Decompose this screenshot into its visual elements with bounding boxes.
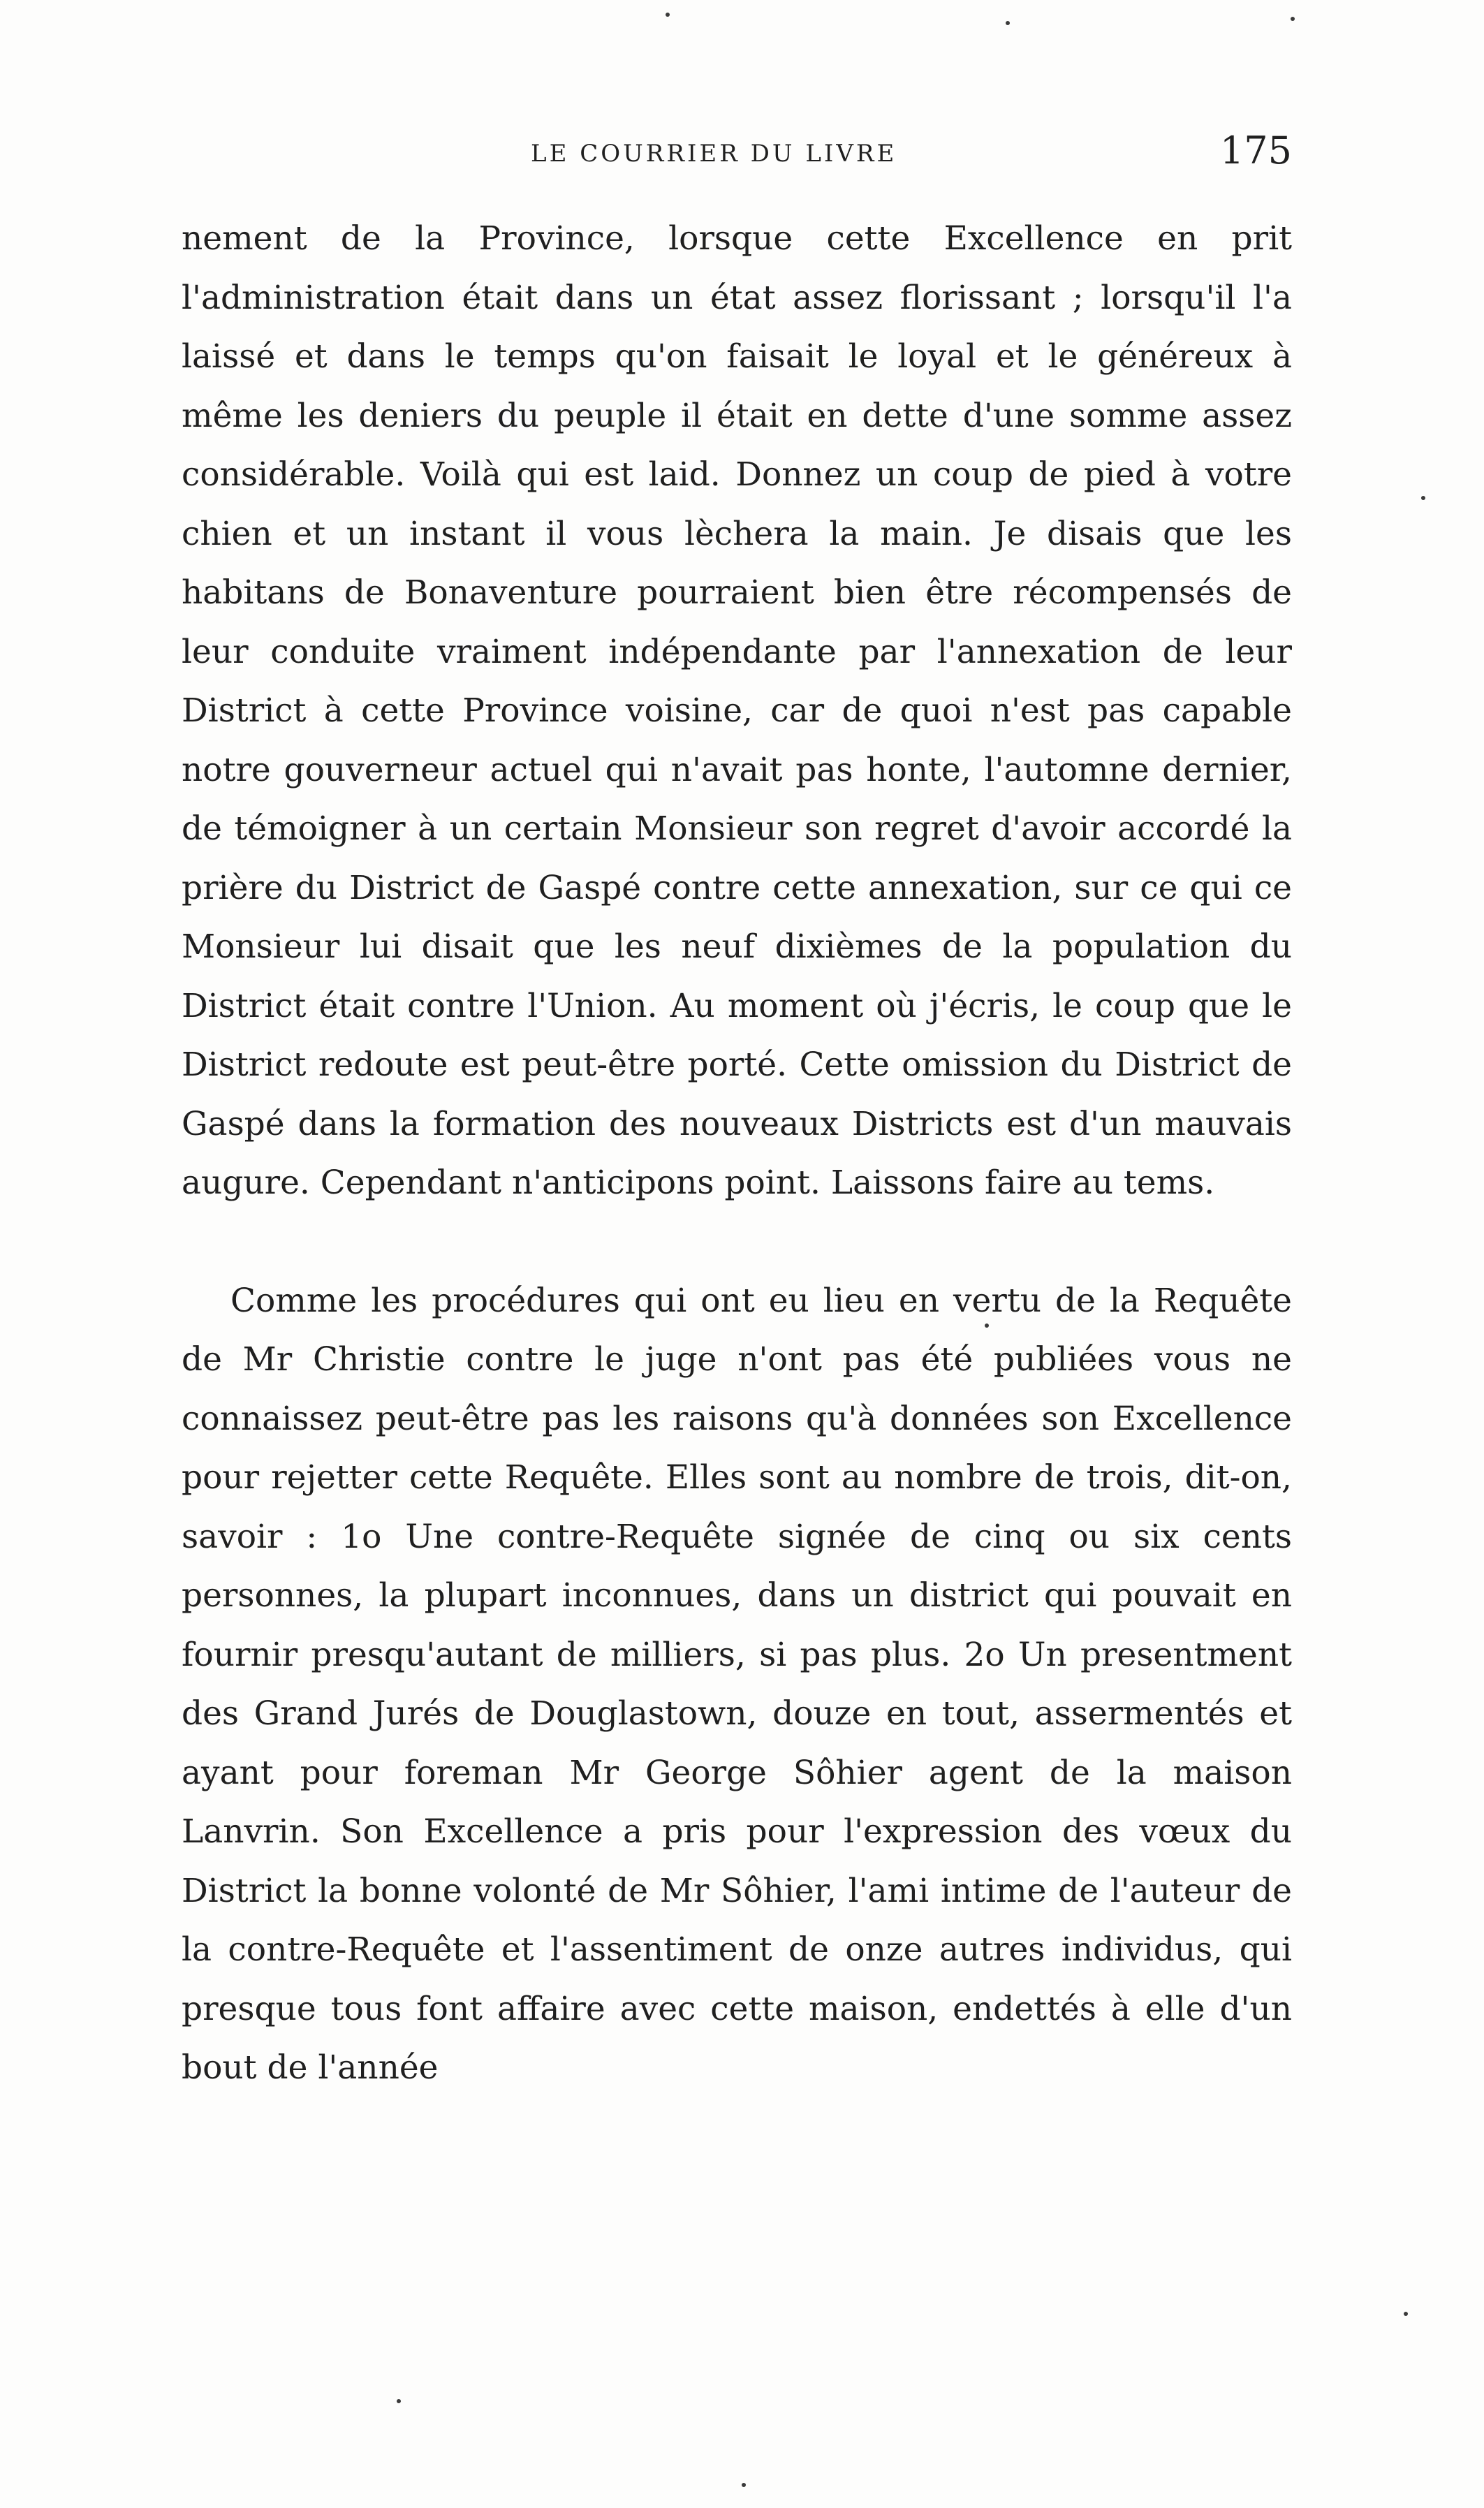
page-header [182,124,1292,180]
scan-speck [1006,21,1010,25]
paragraph-1: nement de la Province, lorsque cette Excellence en prit l'administration était dans un état assez florissant ; lorsqu'il l'a laissé et dans le temps qu'on faisait le loyal et le généreux à même les deniers du peuple il était en dette d'une somme assez considérable. Voilà qui est laid. Donnez un coup de pied à votre chien et un instant il vous lèchera la main. Je disais que les habitans de Bonaventure pourraient bien être récompensés de leur conduite vraiment indépendante par l'annexation de leur District à cette Province voisine, car de quoi n'est pas capable notre gouverneur actuel qui n'avait pas honte, l'automne dernier, de témoigner à un certain Monsieur son regret d'avoir accordé la prière du District de Gaspé contre cette annexation, sur ce qui ce Monsieur lui disait que les neuf dixièmes de la population du District était contre l'Union. Au moment où j'écris, le coup que le District redoute est peut-être porté. Cette omission du District de Gaspé dans la formation des nouveaux Districts est d'un mauvais augure. Cependant n'anticipons point. Laissons faire au tems. [182,219,1292,1202]
running-head: LE COURRIER DU LIVRE [531,140,897,168]
scan-speck [742,2483,746,2487]
paragraph-2: Comme les procédures qui ont eu lieu en vertu de la Requête de Mr Christie contre le juge n'ont pas été publiées vous ne connaissez peut-être pas les raisons qu'à données son Excellence pour rejetter cette Requête. Elles sont au nombre de trois, dit-on, savoir : 1o Une contre-Requête signée de cinq ou six cents personnes, la plupart inconnues, dans un district qui pouvait en fournir presqu'autant de milliers, si pas plus. 2o Un presentment des Grand Jurés de Douglastown, douze en tout, assermentés et ayant pour foreman Mr George Sôhier agent de la maison Lanvrin. Son Excellence a pris pour l'expression des vœux du District la bonne volonté de Mr Sôhier, l'ami intime de l'auteur de la contre-Requête et l'assentiment de onze autres individus, qui presque tous font affaire avec cette maison, endettés à elle d'un bout de l'année [182,1281,1292,2087]
page-number: 175 [1219,129,1292,173]
scan-speck [1404,2312,1408,2316]
scan-speck [1291,17,1295,21]
scan-speck [397,2399,401,2403]
body-text [182,210,1292,2098]
scan-speck [1421,496,1425,500]
scan-speck [666,13,670,17]
scan-speck [985,1323,989,1328]
